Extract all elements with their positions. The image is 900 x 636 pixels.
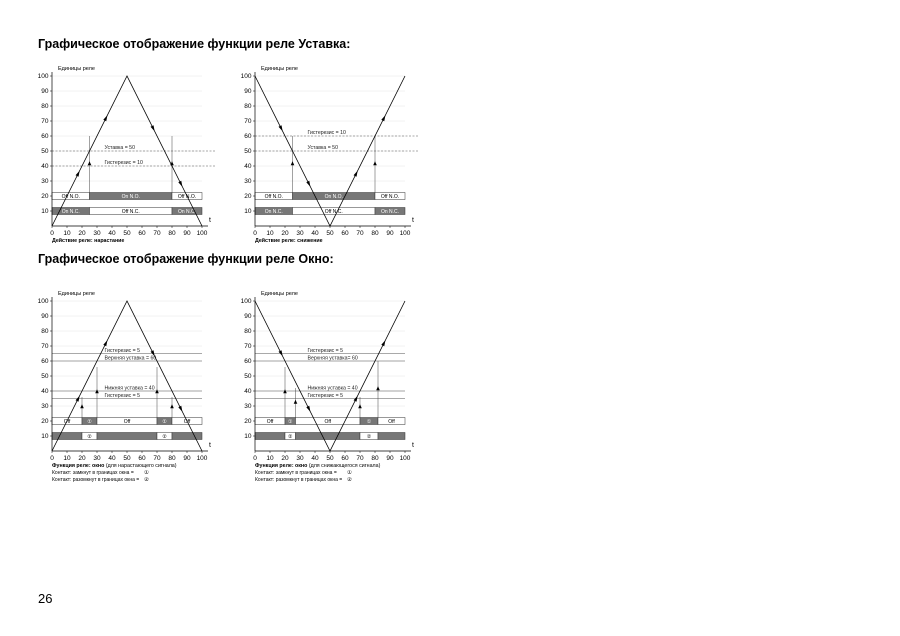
relay-band-label: On N.C. [380, 208, 400, 215]
x-tick-label: 0 [253, 455, 257, 462]
chart-setpoint-falling [233, 56, 433, 246]
x-tick-label: 50 [123, 230, 131, 237]
y-tick-label: 40 [244, 388, 252, 395]
y-tick-label: 70 [41, 343, 49, 350]
x-tick-label: 10 [266, 230, 274, 237]
x-tick-label: 100 [196, 455, 208, 462]
legend-entry: Контакт: замкнут в границах окна = [52, 470, 134, 476]
x-tick-label: 0 [253, 230, 257, 237]
y-tick-label: 100 [240, 298, 252, 305]
y-tick-label: 20 [244, 418, 252, 425]
relay-band-label: Off N.O. [61, 193, 80, 200]
relay-band-label: Off N.C. [121, 208, 140, 215]
y-tick-label: 30 [41, 403, 49, 410]
legend-entry: Контакт: разомкнут в границах окна = [255, 477, 343, 483]
y-tick-label: 70 [244, 118, 252, 125]
signal-arrow [381, 340, 385, 346]
x-tick-label: 40 [108, 455, 116, 462]
y-tick-label: 50 [41, 148, 49, 155]
relay-band-bottom [52, 433, 82, 440]
threshold-line-label: Гистерезис = 5 [307, 348, 344, 354]
relay-band-bottom [296, 433, 361, 440]
threshold-line-label: Гистерезис = 5 [307, 393, 344, 399]
signal-arrow [76, 171, 80, 177]
x-tick-label: 10 [63, 455, 71, 462]
switch-arrow [88, 161, 92, 165]
relay-band-bottom [378, 433, 405, 440]
y-axis-label: Единицы реле [58, 291, 95, 297]
relay-band-label: Off [183, 418, 191, 425]
y-tick-label: 30 [244, 178, 252, 185]
x-tick-label: 70 [356, 455, 364, 462]
x-tick-label: 20 [281, 230, 289, 237]
dashed-line-label: Гистерезис = 10 [104, 160, 143, 166]
x-tick-label: 80 [371, 230, 379, 237]
x-tick-label: 70 [356, 230, 364, 237]
y-tick-label: 10 [244, 208, 252, 215]
x-tick-label: 10 [266, 455, 274, 462]
threshold-line-label: Верхняя уставка= 60 [307, 355, 358, 362]
legend-symbol: ② [347, 477, 352, 483]
relay-band-label: Off [324, 418, 332, 425]
relay-band-label: Off [266, 418, 274, 425]
y-tick-label: 90 [244, 313, 252, 320]
x-tick-label: 40 [311, 230, 319, 237]
relay-band-label: On N.O. [324, 193, 343, 200]
threshold-line-label: Нижняя уставка = 40 [307, 385, 358, 392]
x-tick-label: 80 [168, 230, 176, 237]
threshold-line-label: Гистерезис = 5 [104, 348, 141, 354]
signal-arrow [151, 125, 155, 131]
relay-band-label: Off [63, 418, 71, 425]
threshold-line-label: Нижняя уставка = 40 [104, 385, 155, 392]
y-tick-label: 50 [41, 373, 49, 380]
x-tick-label: 70 [153, 230, 161, 237]
x-axis-label: t [209, 442, 211, 449]
x-tick-label: 10 [63, 230, 71, 237]
relay-band-label: ② [288, 433, 293, 440]
x-tick-label: 90 [183, 230, 191, 237]
dashed-line-label: Уставка = 50 [104, 145, 135, 151]
x-tick-label: 90 [183, 455, 191, 462]
relay-band-label: On N.C. [264, 208, 283, 215]
y-tick-label: 80 [244, 103, 252, 110]
signal-arrow [178, 406, 182, 412]
legend-symbol: ① [144, 470, 149, 476]
y-tick-label: 50 [244, 148, 252, 155]
y-tick-label: 100 [240, 73, 252, 80]
x-axis-label: t [209, 217, 211, 224]
y-tick-label: 10 [244, 433, 252, 440]
relay-band-label: ② [366, 433, 372, 440]
legend-symbol: ① [347, 470, 352, 476]
y-tick-label: 10 [41, 433, 49, 440]
y-tick-label: 60 [244, 358, 252, 365]
signal-arrow [279, 125, 283, 131]
x-tick-label: 70 [153, 455, 161, 462]
dashed-line-label: Уставка = 50 [307, 145, 338, 151]
x-tick-label: 40 [311, 455, 319, 462]
x-tick-label: 20 [281, 455, 289, 462]
y-tick-label: 90 [41, 313, 49, 320]
relay-band-label: ① [366, 418, 372, 425]
signal-arrow [354, 171, 358, 177]
y-tick-label: 90 [244, 88, 252, 95]
relay-band-label: Off [123, 418, 131, 425]
y-axis-label: Единицы реле [261, 66, 298, 72]
x-tick-label: 40 [108, 230, 116, 237]
relay-band-label: Off [388, 418, 395, 425]
dashed-line-label: Гистерезис = 10 [307, 130, 346, 136]
x-tick-label: 0 [50, 230, 54, 237]
y-tick-label: 40 [41, 388, 49, 395]
chart-window-rising [30, 281, 230, 481]
heading-window: Графическое отображение функции реле Окно: [38, 252, 334, 266]
heading-setpoint: Графическое отображение функции реле Уставка: [38, 37, 351, 51]
x-tick-label: 20 [78, 230, 86, 237]
x-tick-label: 50 [326, 455, 334, 462]
x-tick-label: 0 [50, 455, 54, 462]
y-tick-label: 50 [244, 373, 252, 380]
y-tick-label: 20 [41, 193, 49, 200]
signal-arrow [178, 181, 182, 187]
y-tick-label: 100 [37, 298, 49, 305]
y-tick-label: 20 [41, 418, 49, 425]
y-tick-label: 90 [41, 88, 49, 95]
x-tick-label: 60 [138, 455, 146, 462]
y-tick-label: 80 [41, 103, 49, 110]
x-tick-label: 30 [93, 230, 101, 237]
legend-entry: Контакт: разомкнут в границах окна = [52, 477, 140, 483]
relay-band-label: Off N.O. [264, 193, 283, 200]
chart-caption: Функция реле: окно (для нарастающего сигнала) [52, 463, 177, 469]
x-tick-label: 100 [196, 230, 208, 237]
y-tick-label: 60 [41, 133, 49, 140]
x-tick-label: 60 [341, 455, 349, 462]
y-tick-label: 30 [244, 403, 252, 410]
x-tick-label: 100 [399, 455, 411, 462]
switch-arrow [376, 386, 380, 390]
page-number: 26 [38, 591, 53, 606]
x-axis-label: t [412, 217, 414, 224]
chart-caption: Действие реле: снижение [255, 238, 323, 244]
chart-caption-note: (для снижающегося сигнала) [307, 463, 381, 469]
relay-band-label: Off N.O. [380, 193, 400, 200]
signal-arrow [103, 115, 107, 121]
x-tick-label: 90 [386, 455, 394, 462]
relay-band-label: ① [87, 418, 92, 425]
relay-band-label: ② [162, 433, 167, 440]
y-axis-label: Единицы реле [58, 66, 95, 72]
y-tick-label: 40 [41, 163, 49, 170]
relay-band-label: On N.C. [61, 208, 80, 215]
relay-band-bottom [97, 433, 157, 440]
chart-caption: Действие реле: нарастание [52, 238, 125, 244]
x-tick-label: 60 [138, 230, 146, 237]
x-tick-label: 60 [341, 230, 349, 237]
threshold-line-label: Гистерезис = 5 [104, 393, 141, 399]
y-tick-label: 70 [244, 343, 252, 350]
x-tick-label: 50 [123, 455, 131, 462]
y-tick-label: 100 [37, 73, 49, 80]
y-tick-label: 60 [244, 133, 252, 140]
x-tick-label: 30 [296, 230, 304, 237]
y-tick-label: 40 [244, 163, 252, 170]
legend-symbol: ② [144, 477, 149, 483]
x-axis-label: t [412, 442, 414, 449]
switch-arrow [291, 161, 295, 165]
switch-arrow [373, 161, 377, 165]
y-tick-label: 10 [41, 208, 49, 215]
threshold-line-label: Верхняя уставка = 60 [104, 355, 157, 362]
switch-arrow [294, 400, 298, 404]
y-tick-label: 80 [41, 328, 49, 335]
x-tick-label: 30 [296, 455, 304, 462]
relay-band-label: Off N.O. [177, 193, 197, 200]
x-tick-label: 30 [93, 455, 101, 462]
relay-band-bottom [255, 433, 285, 440]
y-tick-label: 70 [41, 118, 49, 125]
chart-window-falling [233, 281, 433, 481]
y-axis-label: Единицы реле [261, 291, 298, 297]
relay-band-bottom [172, 433, 202, 440]
x-tick-label: 20 [78, 455, 86, 462]
relay-band-label: On N.O. [121, 193, 140, 200]
x-tick-label: 80 [371, 455, 379, 462]
y-tick-label: 20 [244, 193, 252, 200]
signal-arrow [306, 406, 310, 412]
signal-arrow [103, 340, 107, 346]
chart-setpoint-rising [30, 56, 230, 246]
y-tick-label: 60 [41, 358, 49, 365]
x-tick-label: 100 [399, 230, 411, 237]
signal-arrow [306, 181, 310, 187]
y-tick-label: 30 [41, 178, 49, 185]
chart-caption: Функция реле: окно (для снижающегося сигнала) [255, 463, 381, 469]
relay-band-label: ② [87, 433, 92, 440]
relay-band-label: On N.C. [177, 208, 197, 215]
x-tick-label: 80 [168, 455, 176, 462]
relay-band-label: ① [288, 418, 293, 425]
chart-caption-note: (для нарастающего сигнала) [104, 463, 177, 469]
y-tick-label: 80 [244, 328, 252, 335]
relay-band-label: ① [162, 418, 167, 425]
x-tick-label: 50 [326, 230, 334, 237]
legend-entry: Контакт: замкнут в границах окна = [255, 470, 337, 476]
signal-arrow [381, 115, 385, 121]
relay-band-label: Off N.C. [324, 208, 343, 215]
x-tick-label: 90 [386, 230, 394, 237]
